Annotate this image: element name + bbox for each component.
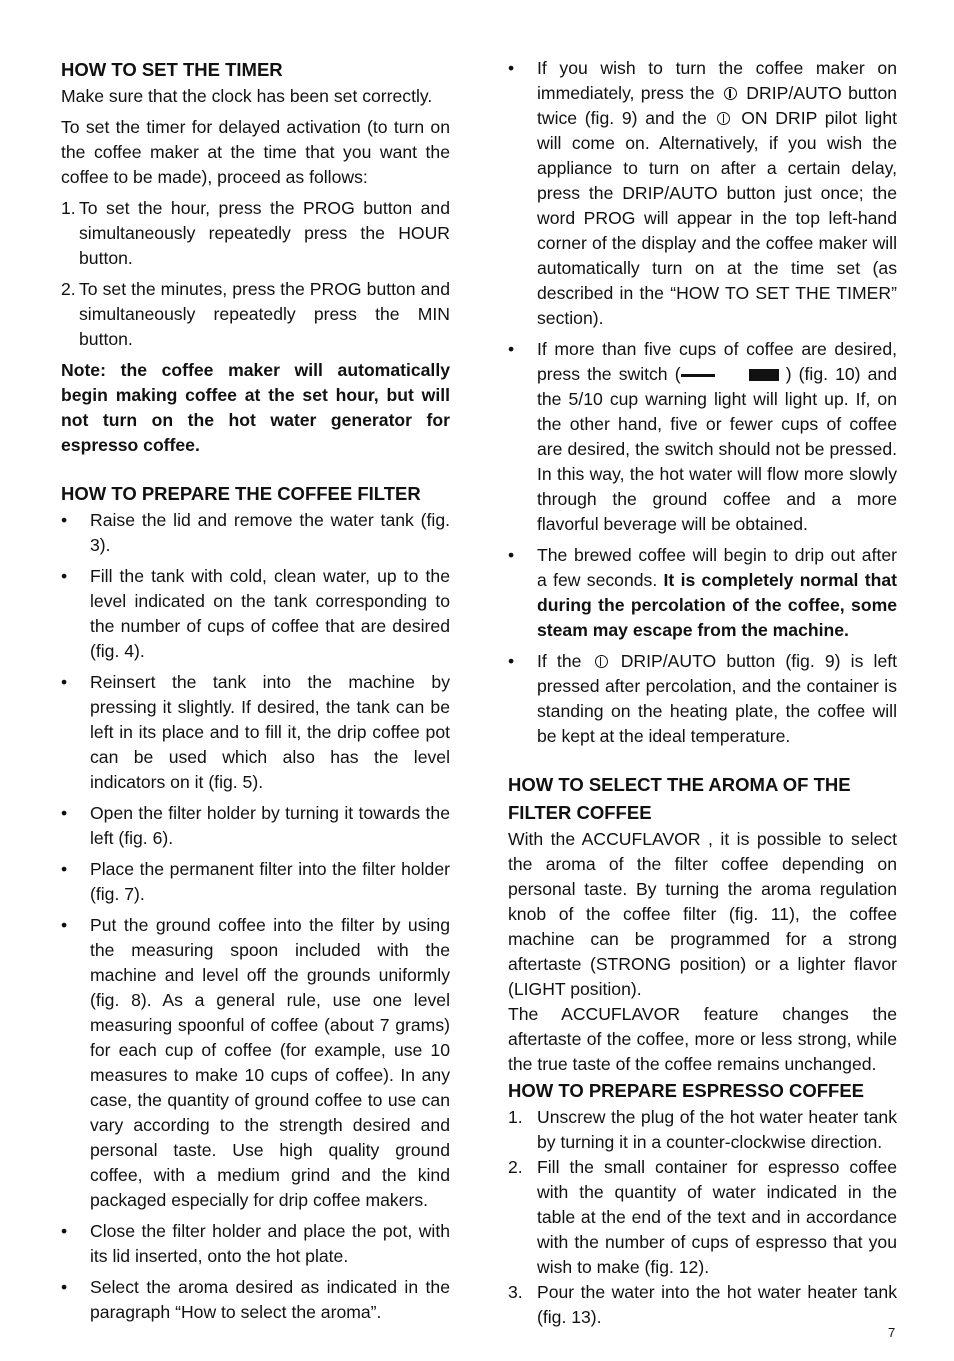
list-item (508, 543, 897, 643)
list-item: • Put the ground coffee into the filter by using the measuring spoon included with the machine and level off the grounds uniformly (fig. 8). As a general rule, use one level measuring spoonful of coffee (about 7 grams) for each cup of coffee (for example, use 10 measures to make 10 cups of coffee). In any case, the quantity of ground coffee to use can vary according to the strength desired and personal taste. Use high quality ground coffee, with a medium grind and the kind packaged especially for drip coffee makers. (61, 913, 450, 1213)
power-icon (717, 112, 730, 125)
step-text: Unscrew the plug of the hot water heater tank by turning it in a counter-clockwise direction. (537, 1107, 897, 1152)
list-item: • Reinsert the tank into the machine by pressing it slightly. If desired, the tank can be left in its place and to fill it, the drip coffee pot can be used which also has the level indicators on it (fig. 5). (61, 670, 450, 795)
step-text: To set the minutes, press the PROG button and simultaneously repeatedly press the MIN button. (79, 279, 450, 349)
list-item (508, 649, 897, 749)
step-text: To set the hour, press the PROG button and simultaneously repeatedly press the HOUR button. (79, 198, 450, 268)
step-marker: 3. (508, 1282, 523, 1302)
espresso-step-2 (508, 1155, 897, 1280)
power-icon (724, 87, 737, 100)
timer-step-1 (61, 196, 450, 271)
b1-text-3: ON DRIP pilot light will come on. Alternatively, if you wish the appliance to turn on after a certain delay, press the DRIP/AUTO button just once; the word PROG will appear in the top left-hand corner of the display and the coffee maker will automatically turn on at the time set (as described in the “HOW TO SET THE TIMER” section). (537, 108, 897, 328)
timer-paragraph-1: Make sure that the clock has been set correctly. (61, 86, 433, 106)
list-item (508, 337, 897, 537)
timer-step-2 (61, 277, 450, 352)
list-item: • Close the filter holder and place the pot, with its lid inserted, onto the hot plate. (61, 1219, 450, 1269)
filter-heading: HOW TO PREPARE THE COFFEE FILTER (61, 483, 421, 504)
list-item: • Fill the tank with cold, clean water, up to the level indicated on the tank corresponding to the number of cups of coffee that are desired (fig. 4). (61, 564, 450, 664)
step-marker: 2. (61, 279, 76, 299)
step-marker: 1. (61, 198, 76, 218)
b3-bold-text: It is completely normal that during the percolation of the coffee, some steam may escape from the machine. (537, 570, 897, 640)
switch-on-icon (749, 369, 779, 381)
timer-note: Note: the coffee maker will automatically begin making coffee at the set hour, but will not turn on the hot water generator for espresso coffee. (61, 360, 450, 455)
switch-off-icon (681, 369, 715, 381)
b1-text-2: DRIP/AUTO button twice (fig. 9) and the (537, 83, 898, 128)
b4-text-1: If the (537, 651, 582, 671)
espresso-heading: HOW TO PREPARE ESPRESSO COFFEE (508, 1080, 865, 1101)
power-icon (595, 655, 608, 668)
step-marker: 2. (508, 1157, 523, 1177)
timer-heading: HOW TO SET THE TIMER (61, 59, 283, 80)
espresso-step-3 (508, 1280, 897, 1330)
list-item: • Raise the lid and remove the water tank (fig. 3). (61, 508, 450, 558)
b4-text-2: DRIP/AUTO button (fig. 9) is left pressed after percolation, and the container is standing on the heating plate, the coffee will be kept at the ideal temperature. (537, 651, 898, 746)
aroma-paragraph-1: With the ACCUFLAVOR , it is possible to select the aroma of the filter coffee depending on personal taste. By turning the aroma regulation knob of the coffee filter (fig. 11), the coffee machine can be programmed for a strong aftertaste (STRONG position) or a lighter flavor (LIGHT position). (508, 829, 897, 999)
b3-text-1: The brewed coffee will begin to drip out after a few seconds. (537, 545, 897, 590)
aroma-paragraph-2: The ACCUFLAVOR feature changes the aftertaste of the coffee, more or less strong, while the true taste of the coffee remains unchanged. (508, 1004, 897, 1074)
list-item: • Place the permanent filter into the filter holder (fig. 7). (61, 857, 450, 907)
step-text: Fill the small container for espresso coffee with the quantity of water indicated in the table at the end of the text and in accordance with the number of cups of espresso that you wish to make (fig. 12). (537, 1157, 897, 1277)
brewing-bullets (508, 56, 897, 749)
list-item (508, 56, 897, 331)
page-number: 7 (888, 1325, 896, 1340)
timer-steps (61, 196, 450, 352)
list-item: • Select the aroma desired as indicated in the paragraph “How to select the aroma”. (61, 1275, 450, 1325)
timer-paragraph-2: To set the timer for delayed activation (to turn on the coffee maker at the time that you want the coffee to be made), proceed as follows: (61, 117, 450, 187)
step-marker: 1. (508, 1107, 523, 1127)
aroma-heading: HOW TO SELECT THE AROMA OF THE FILTER COFFEE (508, 774, 851, 823)
step-text: Pour the water into the hot water heater tank (fig. 13). (537, 1282, 897, 1327)
right-column (508, 56, 897, 1330)
b2-text-1: If more than five cups of coffee are desired, press the switch ( (537, 339, 897, 384)
left-column (61, 56, 450, 1331)
espresso-step-1 (508, 1105, 897, 1155)
list-item: • Open the filter holder by turning it towards the left (fig. 6). (61, 801, 450, 851)
espresso-steps (508, 1105, 897, 1330)
b1-text-1: If you wish to turn the coffee maker on immediately, press the (537, 58, 897, 103)
filter-bullets (61, 508, 450, 1325)
b2-text-2: ) (fig. 10) and the 5/10 cup warning light will light up. If, on the other hand, five or fewer cups of coffee are desired, the switch should not be pressed. In this way, the hot water will flow more slowly through the ground coffee and a more flavorful beverage will be obtained. (537, 364, 897, 534)
